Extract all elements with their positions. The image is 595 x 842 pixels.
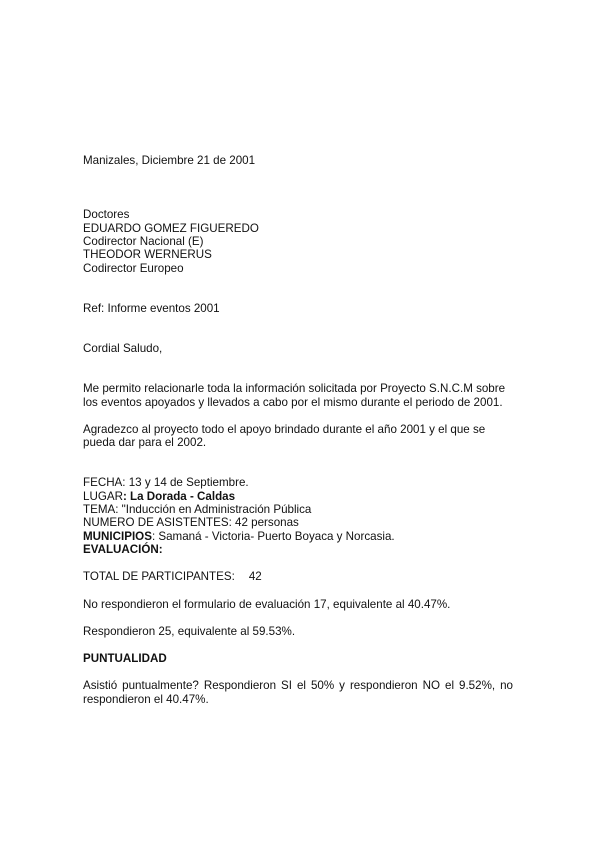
event-attendees: NUMERO DE ASISTENTES: 42 personas (83, 516, 299, 529)
paragraph-line: los eventos apoyados y llevados a cabo por el mismo durante el periodo de 2001. (83, 396, 503, 409)
total-participants-label: TOTAL DE PARTICIPANTES: (83, 570, 235, 583)
recipient-line: THEODOR WERNERUS (83, 248, 212, 261)
event-date: FECHA: 13 y 14 de Septiembre. (83, 476, 249, 489)
recipient-line: Codirector Nacional (E) (83, 235, 204, 248)
reference-line: Ref: Informe eventos 2001 (83, 302, 220, 315)
event-place-label: LUGAR (83, 490, 123, 503)
event-place (83, 490, 235, 504)
event-place-value: : La Dorada - Caldas (122, 490, 236, 503)
place-date: Manizales, Diciembre 21 de 2001 (83, 154, 256, 167)
event-municipalities-value: : Samaná - Victoria- Puerto Boyaca y Norcasia. (151, 530, 395, 543)
evaluation-heading: EVALUACIÓN: (83, 543, 163, 556)
event-municipalities (83, 530, 395, 544)
paragraph-line: Me permito relacionarle toda la información solicitada por Proyecto S.N.C.M sobre (83, 382, 506, 395)
recipient-line: Codirector Europeo (83, 262, 184, 275)
total-participants-value: 42 (248, 570, 262, 583)
event-municipalities-label: MUNICIPIOS (83, 530, 152, 543)
recipient-line: Doctores (83, 208, 130, 221)
punctuality-text: Asistió puntualmente? Respondieron SI el 50% y respondieron NO el 9.52%, no respondieron el 40.47%. (83, 679, 513, 706)
greeting: Cordial Saludo, (83, 342, 163, 355)
total-participants (83, 570, 262, 584)
punctuality-heading: PUNTUALIDAD (83, 652, 167, 665)
paragraph-line: pueda dar para el 2002. (83, 436, 207, 449)
non-respondents-text: No respondieron el formulario de evaluación 17, equivalente al 40.47%. (83, 598, 451, 611)
recipient-line: EDUARDO GOMEZ FIGUEREDO (83, 222, 259, 235)
paragraph-line: Agradezco al proyecto todo el apoyo brindado durante el año 2001 y el que se (83, 423, 486, 436)
respondents-text: Respondieron 25, equivalente al 59.53%. (83, 625, 296, 638)
event-topic: TEMA: "Inducción en Administración Pública (83, 503, 312, 516)
